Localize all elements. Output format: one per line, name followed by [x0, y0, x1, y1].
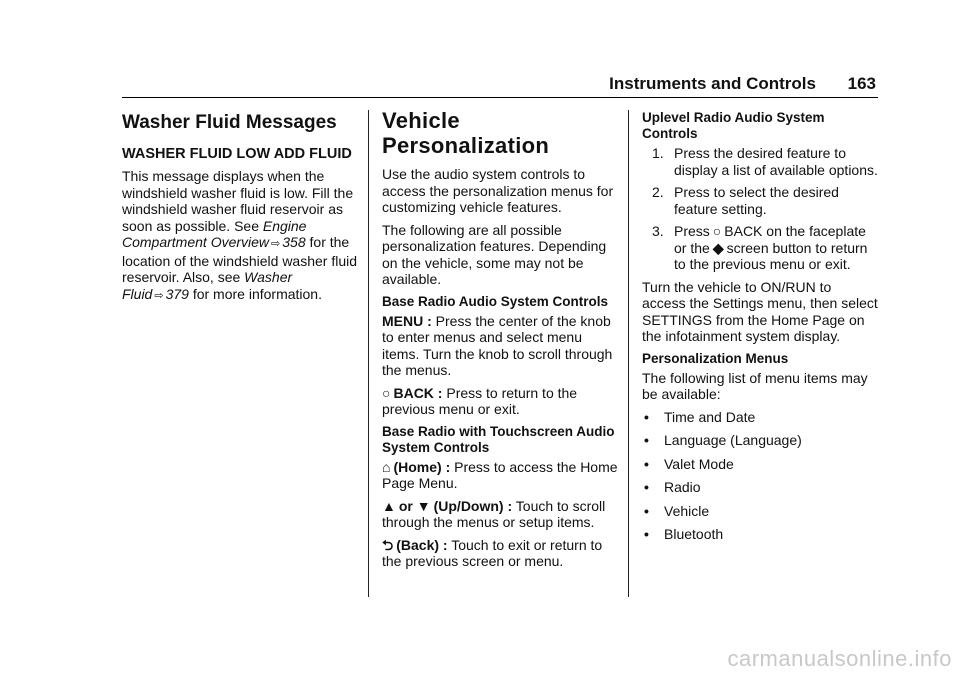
chapter-title: Instruments and Controls [609, 74, 816, 93]
screen-back-icon: ◆ [712, 239, 724, 256]
column-1 [122, 112, 358, 310]
xref-link-engine[interactable]: Engine Compartment Overview [122, 217, 307, 250]
xref-arrow-icon: ⇨ [271, 238, 281, 250]
step-text: Press the desired feature to display a list of available options. [674, 145, 878, 178]
bullet: • [644, 502, 649, 519]
step-text: Press [674, 223, 710, 239]
back-description [382, 385, 618, 418]
column-divider [628, 110, 629, 597]
back-knob-icon: ○ [712, 223, 722, 239]
column-2 [382, 108, 618, 576]
list-item [642, 432, 878, 449]
menus-heading: Personalization Menus [642, 350, 789, 366]
xref-arrow-icon: ⇨ [154, 289, 164, 302]
home-description [382, 459, 618, 492]
menu-item-text: Vehicle [664, 502, 710, 519]
turn-on-text: Turn the vehicle to ON/RUN to access the Settings menu, then select SETTINGS from the Home Page on the infotainment system display. [642, 278, 878, 344]
step-text: BACK on the faceplate or the [674, 223, 866, 256]
menus-intro: The following list of menu items may be available: [642, 369, 868, 402]
column-divider [368, 110, 369, 597]
uplevel-heading: Uplevel Radio Audio System Controls [642, 110, 825, 141]
menu-description [382, 313, 618, 379]
intro-text-2: The following are all possible personalization features. Depending on the vehicle, some may not be available. [382, 221, 607, 287]
step-number: 3. [652, 223, 664, 239]
step-list [642, 145, 878, 273]
home-icon: ⌂ [382, 458, 391, 475]
menu-item-text: Language (Language) [664, 432, 802, 448]
list-item [642, 503, 878, 520]
down-arrow-icon: ▼ [416, 497, 431, 514]
body-text: Press the center of the knob to enter menus and select menu items. Turn the knob to scroll through the menus. [382, 312, 613, 378]
body-text: This message displays when the windshield washer fluid is low. Fill the windshield washer fluid reservoir as soon as possible. See [122, 168, 354, 234]
body-text: Press to return to the previous menu or exit. [382, 384, 578, 417]
back-label: BACK : [393, 384, 443, 401]
updown-description [382, 498, 618, 531]
bullet: • [644, 432, 649, 448]
menu-item-text: Time and Date [664, 408, 756, 425]
watermark: carmanualsonline.info [727, 646, 952, 671]
step-text: Press to select the desired feature setting. [674, 184, 839, 217]
body-text: for the location of the windshield washer fluid reservoir. Also, see [122, 234, 358, 285]
xref-page[interactable]: 379 [165, 285, 189, 302]
bullet: • [644, 526, 649, 542]
section-title: Washer Fluid Messages [122, 112, 337, 133]
step-number: 1. [652, 145, 664, 161]
up-arrow-icon: ▲ [382, 497, 396, 514]
home-label: (Home) : [393, 458, 451, 475]
body-text: Press to access the Home Page Menu. [382, 458, 618, 491]
touchscreen-heading: Base Radio with Touchscreen Audio System Controls [382, 423, 615, 455]
list-item [642, 409, 878, 426]
column-3 [642, 110, 878, 550]
list-item [642, 456, 878, 473]
list-item [642, 479, 878, 496]
body-text: Touch to scroll through the menus or setup items. [382, 497, 606, 530]
intro-text: Use the audio system controls to access the personalization menus for customizing vehicle features. [382, 166, 614, 215]
bullet: • [644, 455, 649, 472]
list-item [642, 145, 878, 178]
back-knob-icon: ○ [382, 384, 391, 401]
body-text: for more information. [188, 285, 322, 302]
page-header [122, 72, 878, 98]
step-number: 2. [652, 184, 664, 200]
back-arrow-icon: ⮌ [382, 536, 394, 553]
back-touch-label: (Back) : [396, 536, 448, 553]
body-text: Touch to exit or return to the previous screen or menu. [382, 536, 603, 569]
xref-page[interactable]: 358 [282, 234, 306, 250]
section-title: Vehicle Personalization [382, 108, 550, 158]
step-text: screen button to return to the previous menu or exit. [674, 239, 868, 272]
menu-item-list [642, 409, 878, 543]
bullet: • [644, 479, 649, 495]
menu-item-text: Radio [664, 479, 701, 495]
base-radio-heading: Base Radio Audio System Controls [382, 293, 609, 309]
menu-item-text: Valet Mode [664, 455, 734, 472]
xref-link-washer[interactable]: Washer Fluid [122, 269, 293, 302]
message-title: WASHER FLUID LOW ADD FLUID [122, 146, 352, 162]
list-item [642, 184, 878, 217]
or-text: or [398, 497, 413, 514]
menu-item-text: Bluetooth [664, 526, 724, 542]
list-item [642, 223, 878, 273]
bullet: • [644, 408, 649, 425]
page-number: 163 [847, 74, 876, 93]
washer-paragraph [122, 168, 358, 304]
updown-label: (Up/Down) : [433, 497, 513, 514]
back-touch-description [382, 537, 618, 570]
menu-label: MENU : [382, 312, 432, 329]
list-item [642, 526, 878, 543]
